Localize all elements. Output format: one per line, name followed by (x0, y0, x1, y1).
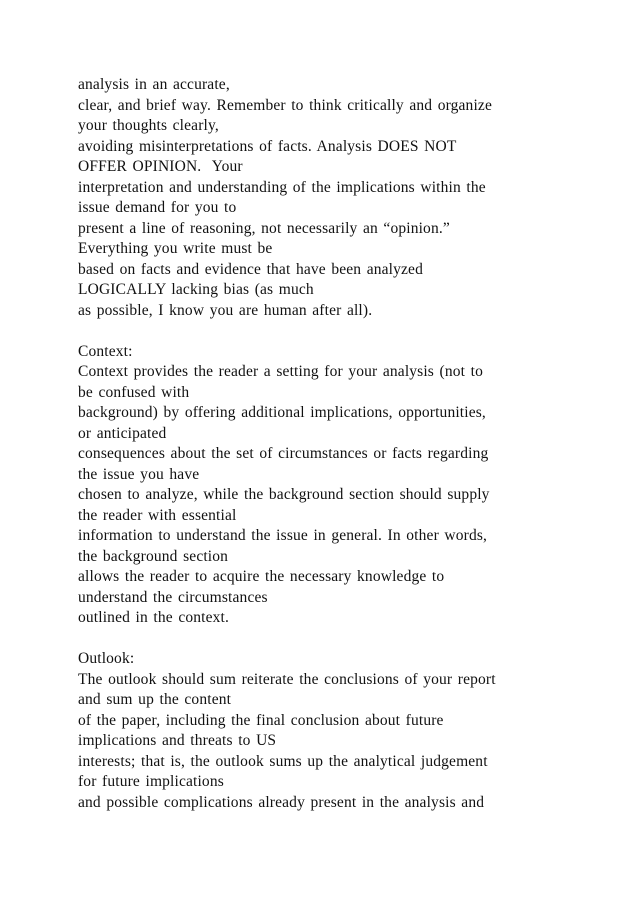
text-line: implications and threats to US (78, 732, 277, 749)
analysis-paragraph (78, 75, 618, 321)
text-line: chosen to analyze, while the background section should supply (78, 486, 490, 503)
text-line: allows the reader to acquire the necessary knowledge to (78, 568, 445, 585)
context-heading: Context: (78, 342, 133, 360)
text-line: avoiding misinterpretations of facts. Analysis DOES NOT (78, 137, 457, 155)
text-line: analysis in an accurate, (78, 76, 230, 93)
text-line: clear, and brief way. Remember to think critically and organize (78, 96, 492, 114)
text-line: your thoughts clearly, (78, 117, 219, 134)
text-line: be confused with (78, 383, 190, 401)
text-line: present a line of reasoning, not necessarily an “opinion.” (78, 219, 450, 237)
outlook-paragraph (78, 670, 618, 814)
text-line: based on facts and evidence that have been analyzed (78, 260, 423, 278)
text-line: outlined in the context. (78, 609, 230, 626)
text-line: Everything you write must be (78, 240, 273, 257)
text-line: background) by offering additional implications, opportunities, (78, 404, 486, 421)
text-line: understand the circumstances (78, 588, 268, 606)
text-line: interpretation and understanding of the implications within the (78, 178, 486, 196)
paragraph-spacer (78, 321, 618, 342)
text-line: OFFER OPINION. Your (78, 158, 243, 175)
context-paragraph (78, 362, 618, 629)
text-line: issue demand for you to (78, 199, 237, 216)
text-line: consequences about the set of circumstances or facts regarding (78, 445, 489, 462)
text-line: interests; that is, the outlook sums up the analytical judgement (78, 752, 488, 770)
text-line: The outlook should sum reiterate the conclusions of your report (78, 670, 496, 688)
paragraph-spacer (78, 629, 618, 650)
document-body (78, 75, 618, 813)
text-line: the reader with essential (78, 506, 237, 524)
text-line: or anticipated (78, 424, 167, 442)
outlook-heading: Outlook: (78, 650, 135, 667)
text-line: Context provides the reader a setting for your analysis (not to (78, 363, 483, 380)
text-line: and possible complications already present in the analysis and (78, 793, 485, 811)
text-line: as possible, I know you are human after all). (78, 301, 373, 319)
text-line: the background section (78, 547, 229, 565)
text-line: and sum up the content (78, 691, 232, 708)
text-line: LOGICALLY lacking bias (as much (78, 281, 314, 298)
text-line: the issue you have (78, 465, 200, 483)
text-line: information to understand the issue in general. In other words, (78, 527, 488, 544)
text-line: for future implications (78, 773, 224, 790)
text-line: of the paper, including the final conclusion about future (78, 711, 444, 729)
